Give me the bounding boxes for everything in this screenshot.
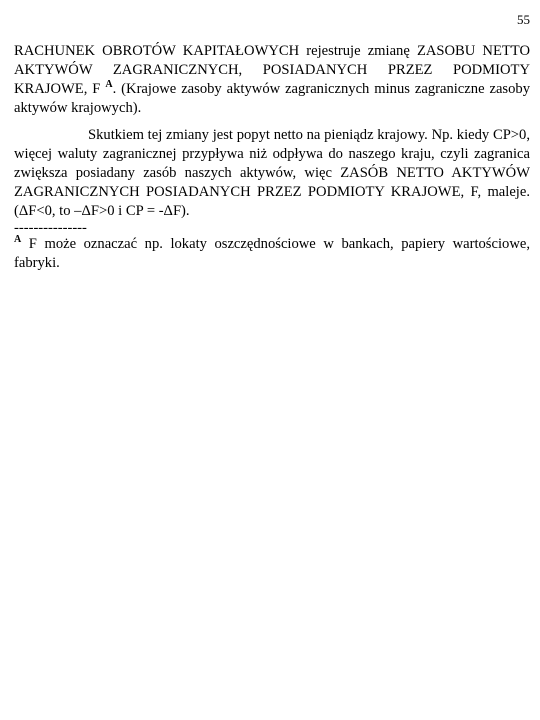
paragraph-capital-account — [14, 42, 530, 118]
paragraph-money-demand: Skutkiem tej zmiany jest popyt netto na pieniądz krajowy. Np. kiedy CP>0, więcej waluty zagranicznej przypływa niż odpływa do naszego kraju, czyli zagranica zwiększa posiadany zasób naszych aktywów, więc ZASÓB NETTO AKTYWÓW ZAGRANICZNYCH POSIADANYCH PRZEZ PODMIOTY KRAJOWE, F, maleje. (ΔF<0, to –ΔF>0 i CP = -ΔF). — [14, 127, 530, 219]
footnote-reference: A — [105, 79, 113, 91]
footnote-marker: A — [14, 234, 22, 246]
paragraph-capital-account-text: RACHUNEK OBROTÓW KAPITAŁOWYCH rejestruje zmianę ZASOBU NETTO AKTYWÓW ZAGRANICZNYCH, POSIADANYCH PRZEZ PODMIOTY KRAJOWE, F — [14, 43, 530, 97]
footnote-text: F może oznaczać np. lokaty oszczędnościowe w bankach, papiery wartościowe, fabryki. — [14, 236, 530, 271]
page-body — [14, 42, 530, 273]
page-number: 55 — [517, 12, 530, 27]
footnote-separator: --------------- — [14, 220, 87, 236]
paragraph-capital-account-tail: . (Krajowe zasoby aktywów zagranicznych minus zagraniczne zasoby aktywów krajowych). — [14, 81, 530, 116]
footnote — [14, 235, 530, 273]
